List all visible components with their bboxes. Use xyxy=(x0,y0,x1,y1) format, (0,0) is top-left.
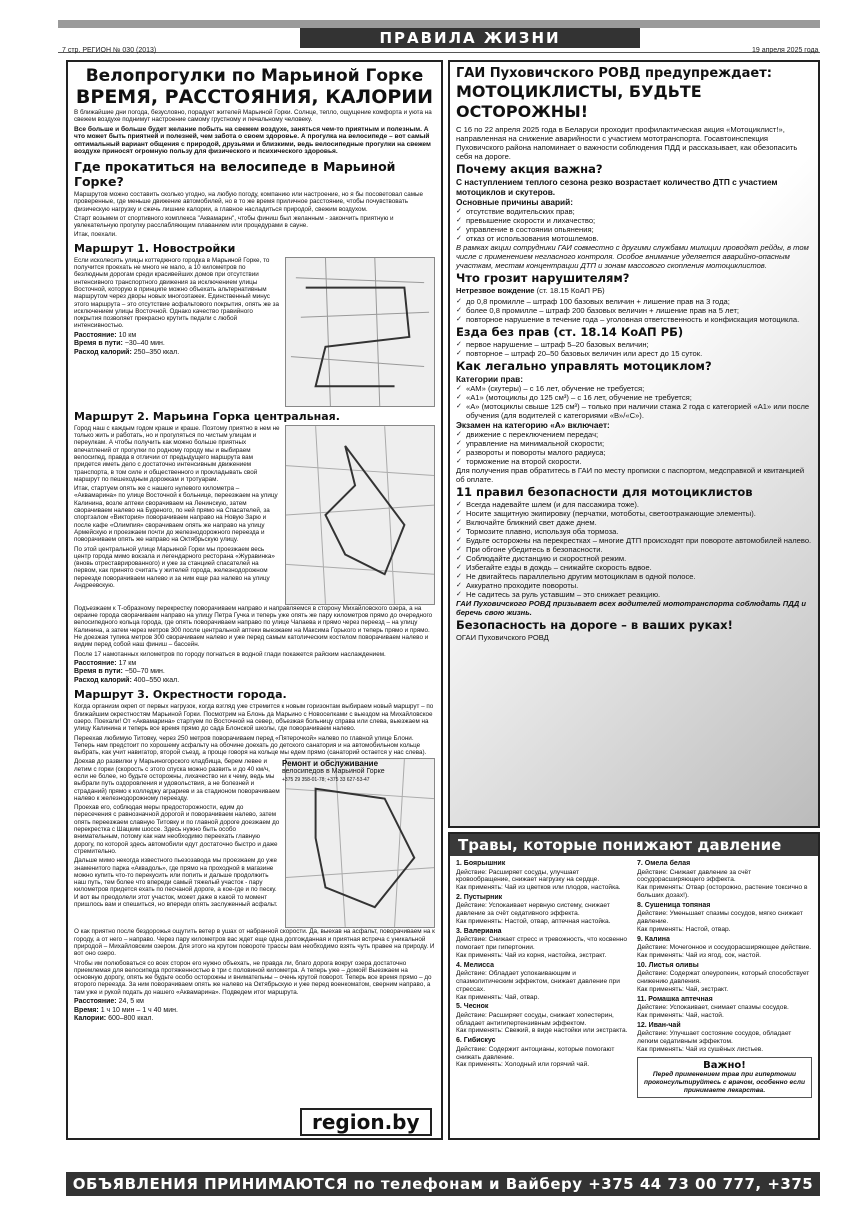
list-item: ✓ Всегда надевайте шлем (и для пассажира тоже). xyxy=(456,500,812,509)
herb-heading: 6. Гибискус xyxy=(456,1037,496,1045)
signature: ОГАИ Пуховичского РОВД xyxy=(456,633,549,642)
list-item: ✓ до 0,8 промилле – штраф 100 базовых величин + лишение прав на 3 года; xyxy=(456,297,812,306)
why-text: С наступлением теплого сезона резко возрастает количество ДТП с участием мотоциклов и скутеров. xyxy=(456,177,778,197)
region-logo: region.by xyxy=(300,1108,432,1136)
herb-heading: 8. Сушеница топяная xyxy=(637,901,711,909)
route3-title: Маршрут 3. Окрестности города. xyxy=(74,688,287,702)
herb-heading: 5. Чеснок xyxy=(456,1003,489,1011)
herb-usage: Как применять: Настой, отвар. xyxy=(637,925,731,933)
where-heading: Где прокатиться на велосипеде в Марьиной Горке? xyxy=(74,158,396,189)
list-item: ✓ Будьте осторожны на перекрестках – многие ДТП происходят при повороте автомобилей налево. xyxy=(456,536,812,545)
herb-action: Действие: Уменьшает спазмы сосудов, мягко снижает давление. xyxy=(637,910,803,925)
list-item: ✓ При обгоне убедитесь в безопасности. xyxy=(456,545,812,554)
list-item: ✓ «АМ» (скутеры) – с 16 лет, обучение не требуется; xyxy=(456,384,812,393)
herb-heading: 12. Иван-чай xyxy=(637,1021,681,1029)
herb-usage: Как применять: Чай, отвар. xyxy=(456,993,540,1001)
list-item: ✓ Соблюдайте дистанцию и скоростной режим. xyxy=(456,554,812,563)
route2-text5: После 17 намотанных километров по городу погнаться в водной глади покажется райским наслаждением. xyxy=(74,650,386,658)
why-heading: Почему акция важна? xyxy=(456,162,603,176)
list-item: ✓ Носите защитную экипировку (перчатки, мотоботы, светоотражающие элементы). xyxy=(456,509,812,518)
herb-heading: 4. Мелисса xyxy=(456,961,495,969)
herb-usage: Как применять: Холодный или горячий чай. xyxy=(456,1061,590,1069)
herb-heading: 9. Калина xyxy=(637,935,670,943)
list-item: ✓ первое нарушение – штраф 5–20 базовых величин; xyxy=(456,340,812,349)
herb-heading: 3. Валериана xyxy=(456,927,502,935)
list-item: ✓ повторное – штраф 20–50 базовых величин или арест до 15 суток. xyxy=(456,349,812,358)
herb-action: Действие: Мочегонное и сосудорасширяющее действие. xyxy=(637,944,812,952)
list-item: ✓ Включайте ближний свет даже днем. xyxy=(456,518,812,527)
herb-action: Действие: Содержат олеуропеин, который способствует снижению давления. xyxy=(637,970,810,985)
route2-text4: Подъезжаем к Т-образному перекрестку поворачиваем направо и направляемся в сторону Михайловского озера, а на окраине города сворачиваем направо на улицу Петра Гучка и теперь уже опять же пару километров прямо до очередного велосипедного кольца города, где опять поворачиваем направо по улице Чапаева и прямо через переезд – на улицу Калинина, а затем через метров 300 после центральной аптеки выезжаем на Максима Горького и теперь прямо и прямо. Не доезжая тупика метров 300 сворачиваем налево и уже перед самым католическим костелом поворачиваем налево и видим перед собой наш финиш – бассейн. xyxy=(74,604,433,649)
herb-action: Действие: Расширяет сосуды, улучшает кровообращение, снижает нагрузку на сердце. xyxy=(456,868,600,884)
herb-usage: Как применять: Отвар (осторожно, растение токсично в больших дозах!). xyxy=(637,884,808,899)
gai-subtitle: МОТОЦИКЛИСТЫ, БУДЬТЕ ОСТОРОЖНЫ! xyxy=(456,82,702,121)
herb-action: Действие: Снижает давление за счёт сосудорасширяющего эффекта. xyxy=(637,868,752,884)
herb-usage: Как применять: Чай из цветков или плодов, настойка. xyxy=(456,884,621,892)
route2-text2: Итак, стартуем опять же с нашего нулевого километра – «Аквамарина» по улице Восточной к больнице, переезжаем на улицу Калинина, возле аптеки сворачиваем на Ленинскую, затем сворачиваем налево на Буденого, по ней прямо на Спасателей, за спортзалом «Виктория» поворачиваем направо на Новую Зарю и после кафе «Олимпия» сворачиваем опять же направо на улицу Армейскую и проезжаем почти до железнодорожного переезда и поворачиваем опять же направо на Октябрьскую улицу. xyxy=(74,485,278,544)
causes-italic: В рамках акции сотрудники ГАИ совместно с другими службами милиции проводят рейды, в том числе с применением негласного контроля. Особое внимание уделяется аварийно-опасным участкам, местам концентрации ДТП и зонам массового скопления мотоциклистов. xyxy=(456,243,809,270)
list-item: ✓ Избегайте езды в дождь – снижайте скорость вдвое. xyxy=(456,563,812,572)
route1-stats: Расстояние: 10 км Время в пути: ~30–40 мин. Расход калорий: 250–350 ккал. xyxy=(74,331,180,356)
list-item: ✓ управление на минимальной скорости; xyxy=(456,439,812,448)
list-item: ✓ управление в состоянии опьянения; xyxy=(456,225,812,234)
list-item: ✓ Тормозите плавно, используя оба тормоза. xyxy=(456,527,812,536)
list-item: ✓ движение с переключением передач; xyxy=(456,430,812,439)
exam-text: Для получения прав обратитесь в ГАИ по месту прописки с паспортом, медсправкой и квитанцией об оплате. xyxy=(456,466,805,484)
herb-heading: 10. Листья оливы xyxy=(637,961,699,969)
route3-stats: Расстояние: 24, 5 км Время: 1 ч 10 мин – 1 ч 40 мин. Калории: 600–800 ккал. xyxy=(74,998,178,1023)
list-item: ✓ более 0,8 промилле – штраф 200 базовых величин + лишение прав на 5 лет; xyxy=(456,306,812,315)
route1 xyxy=(74,257,435,407)
bike-title: Велопрогулки по Марьиной Горке xyxy=(85,66,424,86)
herbs-col-2 xyxy=(637,858,812,1098)
list-item: ✓ повторное нарушение в течение года – уголовная ответственность и конфискация мотоцикла. xyxy=(456,315,812,324)
gai-title: ГАИ Пуховичского РОВД предупреждает: xyxy=(456,66,772,81)
slogan: Безопасность на дороге – в ваших руках! xyxy=(456,618,733,632)
herb-heading: 7. Омела белая xyxy=(637,860,691,867)
rules-heading: 11 правил безопасности для мотоциклистов xyxy=(456,485,753,499)
herb-heading: 11. Ромашка аптечная xyxy=(637,995,713,1003)
warning-title: Важно! xyxy=(703,1059,746,1071)
section-title: ПРАВИЛА ЖИЗНИ xyxy=(300,28,640,48)
nolicense-heading: Езда без прав (ст. 18.14 КоАП РБ) xyxy=(456,325,684,339)
list-item: ✓ «А» (мотоциклы свыше 125 см³) – только при наличии стажа 2 года с категорией «А1» или после обучения (для водителей с категориями «В»/«С»). xyxy=(456,402,812,420)
route3-text2: Переехав любимую Титовку, через 250 метров поворачиваем перед «Пятерочкой» налево по главной улице Блони. Теперь нам предстоит по хорошему асфальту на обочине доехать до детского санатория и на автомобильном кольце выбрать, как учит навигатор, второй съезд, а проще говоря на кольце мы едем прямо (санаторий остается у нас слева). xyxy=(74,734,427,757)
header-bar xyxy=(58,20,820,28)
list-item: ✓ Не двигайтесь параллельно другим мотоциклам в одной полосе. xyxy=(456,572,812,581)
list-item: ✓ превышение скорости и лихачество; xyxy=(456,216,812,225)
threat-heading: Что грозит нарушителям? xyxy=(456,271,630,285)
list-item: ✓ развороты и повороты малого радиуса; xyxy=(456,448,812,457)
route2-title: Маршрут 2. Марьина Горка центральная. xyxy=(74,409,340,423)
list-item: ✓ Не садитесь за руль уставшим – это снижает реакцию. xyxy=(456,590,812,599)
route2-stats: Расстояние: 17 км Время в пути: ~50–70 мин. Расход калорий: 400–550 ккал. xyxy=(74,659,180,684)
where-text: Маршрутов можно составить сколько угодно, на любую погоду, компанию или настроение, но я бы посоветовал самые проверенные, где меньше движение автомобилей, но в то же время приличное расстояние, чтобы почувствовать физическую нагрузку и сжечь лишние калории, а главное насладиться природой, свежим воздухом. xyxy=(74,190,424,213)
route3-text6: О как приятно после бездорожья ощутить ветер в ушах от набранной скорости. Да, выехав на асфальт, поворачиваем на к городу, а от него – направо. Через пару километров вас ждет еще одна долгожданная и приятная встреча с уникальной природой – Михайловским озером. Для этого на крутом повороте трассы вам необходимо взять чуть правее на природу. И вот оно озеро. xyxy=(74,928,435,958)
route2-text3: По этой центральной улице Марьиной Горки мы проезжаем весь центр города мимо вокзала и легендарного ресторана «Журавинка» (вновь отреставрированного) и уже за станцией спасателей на первом, как принято считать у жителей города, железнодорожном переезде поворачиваем налево и за ним еще раз налево на улицу Андреевскую. xyxy=(74,545,275,589)
closing-text: ГАИ Пуховичского РОВД призывает всех водителей мототранспорта соблюдать ПДД и беречь свою жизнь. xyxy=(456,599,806,617)
issue-date: 19 апреля 2025 года xyxy=(752,47,819,54)
go-text: Итак, поехали. xyxy=(74,231,117,239)
drunk-heading: Нетрезвое вождение (ст. 18.15 КоАП РБ) xyxy=(456,286,605,295)
footer-ads: ОБЪЯВЛЕНИЯ ПРИНИМАЮТСЯ по телефонам и Вайберу +375 44 73 00 777, +375 29 35 53 005 xyxy=(66,1172,820,1196)
herb-action: Действие: Обладает успокаивающим и спазмолитическим эффектом, снижает давление при стрессах. xyxy=(456,970,620,993)
route1-title: Маршрут 1. Новостройки xyxy=(74,241,236,255)
herb-usage: Как применять: Чай, настой. xyxy=(637,1011,724,1019)
warning-box xyxy=(637,1057,812,1098)
herb-usage: Как применять: Чай из ягод, сок, настой. xyxy=(637,951,761,959)
gai-article xyxy=(448,60,820,828)
bike-intro: В ближайшие дни погода, безусловно, порадует жителей Марьиной Горки. Солнце, тепло, ощущение комфорта и уюта на свежем воздухе поднимут настроение самому грустному и печальному человеку. xyxy=(74,109,432,124)
list-item: ✓ «А1» (мотоциклы до 125 см³) – с 16 лет, обучение не требуется; xyxy=(456,393,812,402)
legal-heading: Как легально управлять мотоциклом? xyxy=(456,359,712,373)
list-item: ✓ отказ от использования мотошлемов. xyxy=(456,234,812,243)
route3-text3: Доехав до развилки у Марьиногорского кладбища, берем левее и летим с горки (скорость с этого спуска можно развить и до 40 км/ч, если не более, но будьте осторожны, лихачество ни к чему, ведь мы выбрали путь оздоровления и удовольствия, а не болезней и страданий) прямо к колледжу аграриев и за стадионом поворачиваем налево к железнодорожному переезду. xyxy=(74,758,280,802)
herbs-article xyxy=(448,832,820,1140)
route3-text7: Чтобы им полюбоваться со всех сторон его нужно объехать, не правда ли, благо дорога вокруг озера достаточно приемлемая для велосипеда протяженностью в три с половиной километра. А теперь уже – домой! Выезжаем на основную дорогу, опять же будьте особо осторожны и внимательны – очень крутой поворот. Теперь все время прямо – до второго переезда. За ним поворачиваем опять же налево на Октябрьскую и уже перед военкоматом, сверним направо, а там уже и рукой подать до нашего «Аквамарина». Подведем итог маршрута. xyxy=(74,959,432,996)
bike-article xyxy=(66,60,443,1140)
herb-usage: Как применять: Чай из сушёных листьев. xyxy=(637,1045,764,1053)
bike-subtitle: ВРЕМЯ, РАССТОЯНИЯ, КАЛОРИИ xyxy=(75,86,434,108)
herb-usage: Как применять: Настой, отвар, аптечная настойка. xyxy=(456,917,611,925)
herb-action: Действие: Успокаивает нервную систему, снижает давление за счёт седативного эффекта. xyxy=(456,902,610,918)
herbs-title: Травы, которые понижают давление xyxy=(450,834,818,856)
route1-map xyxy=(285,257,435,407)
herb-usage: Как применять: Свежий, в виде настойки или экстракта. xyxy=(456,1027,628,1035)
route2-text: Город наш с каждым годом краше и краше. Поэтому приятно в нем не только жить и работать, но и прогуляться по чистым улицам и переулкам. А чтобы получить как можно больше приятных впечатлений от прогулки по родному городу мы и выбираем велосипед, правда в отличии от предыдущего маршрута вам придется иметь дело с достаточно интенсивным движением транспорта, в том силе и общественного и прокладывать свой маршрут по пешеходным дорожкам и тротуарам. xyxy=(74,424,280,483)
start-text: Старт возьмем от спортивного комплекса "Аквамарин", чтобы финиш был желанным - закончить приятную и увлекательную прогулку расслабляющим плаванием или процедурами в сауне. xyxy=(74,214,394,230)
route3-text5: Дальше мимо некогда известного пьезозавода мы проезжаем до уже знаменитого парка «Аквадоль», где прямо на проходной в магазине можно купить что-то перекусить или попить и дальше продолжить наш путь, тем более что впереди самый тяжелый участок - пару километров придется ехать по песчаной дороге, а кое-где и по песку. И вот вы преодолели этот участок, может даже в какой то момент пришлось вам и спешиться, но впереди опять заслуженный асфальт. xyxy=(74,857,278,909)
herb-usage: Как применять: Чай из корня, настойка, экстракт. xyxy=(456,951,607,959)
herbs-col-1 xyxy=(456,858,631,1098)
herb-heading: 2. Пустырник xyxy=(456,893,503,901)
route3-text: Когда организм окреп от первых нагрузок, когда взгляд уже стремится к новым горизонтам выбираем новый маршрут – по ближайшим окрестностям Марьиной Горки. Посмотрим на Блонь да Марьино с Новоселками с выездом на Михайловское озеро. Поехали! От «Аквамарина» стартуем по Восточной на север, объезжая больницу справа или слева, выезжаем на улицу Калинина и теперь все время прямо до сада Блонской школы, где поворачиваем налево. xyxy=(74,703,434,733)
list-item: ✓ торможение на второй скорости. xyxy=(456,457,812,466)
exam-heading: Экзамен на категорию «А» включает: xyxy=(456,420,610,430)
herb-action: Действие: Расширяет сосуды, снижает холестерин, обладает антигипертензивным эффектом. xyxy=(456,1011,614,1027)
herb-action: Действие: Успокаивает, снимает спазмы сосудов. xyxy=(637,1004,789,1012)
route2 xyxy=(74,425,435,605)
herb-action: Действие: Снижает стресс и тревожность, что косвенно помогает при гипертонии. xyxy=(456,936,628,952)
warning-text: Перед применением трав при гипертонии проконсультируйтесь с врачом, особенно если принимаете лекарства. xyxy=(643,1070,806,1094)
causes-list xyxy=(456,207,812,243)
header-line xyxy=(58,52,820,53)
bike-intro-bold: Все больше и больше будет желание побыть на свежем воздухе, заняться чем-то приятным и полезным. А что может быть приятней и полезней, чем забота о своем здоровье. А прогулка на велосипеде – вот самый оптимальный вариант общения с природой, друзьями и близкими, ведь велосипедные прогулки на свежем воздухе приносят огромную пользу для физического и психического здоровья. xyxy=(74,125,431,156)
herb-action: Действие: Содержит антоцианы, которые помогают снижать давление. xyxy=(456,1045,615,1061)
route3-text4: Проехав его, соблюдая меры предосторожности, едим до пересечения с равнозначной дорогой и поворачиваем налево, затем опять переезжаем славную Титовку и по главной дороге доезжаем до перекрестка с Шацким шоссе. Здесь нужно быть особо внимательным, потому как нам необходимо переехать главную дорогу, по которой здесь автомобили едут достаточно быстро и даже стремительно. xyxy=(74,804,280,855)
route1-text: Если исколесить улицы коттеджного городка в Марьиной Горке, то получится проехать не много не мало, а 10 километров по безлюдным дорогам среди красивейших домов при отсутствии интенсивного транспортного движения за исключением улицы Восточной, которую в принципе можно объехать альтернативным маршрутом через дворы новых многоэтажек. Единственный минус этого маршрута – это отсутствие асфальтового покрытия, опять же за исключением улицы Восточной. Однако качество гравийного покрытия позволяет прекрасно крутить педали с любой интенсивностью. xyxy=(74,256,280,330)
herb-heading: 1. Боярышник xyxy=(456,860,506,867)
route2-map xyxy=(285,425,435,605)
gai-intro: С 16 по 22 апреля 2025 года в Беларуси проходит профилактическая акция «Мотоциклист!», направленная на снижение аварийности с участием мототранспорта. Госавтоинспекция Пуховичского района напоминает о важности соблюдения ПДД и рассказывает, как обезопасить себя на дороге. xyxy=(456,125,798,161)
page-number: 7 стр. РЕГИОН № 030 (2013) xyxy=(62,47,157,54)
list-item: ✓ Аккуратно проходите повороты. xyxy=(456,581,812,590)
herb-usage: Как применять: Чай, экстракт. xyxy=(637,985,729,993)
herb-action: Действие: Улучшает состояние сосудов, обладает легким седативным эффектом. xyxy=(637,1030,792,1045)
list-item: ✓ отсутствие водительских прав; xyxy=(456,207,812,216)
categories-heading: Категории прав: xyxy=(456,374,524,384)
causes-heading: Основные причины аварий: xyxy=(456,197,574,207)
bike-repair-ad: Ремонт и обслуживание велосипедов в Марьиной Горке +375 29 358-01-78; +375 33 627-53-47 xyxy=(282,759,385,783)
